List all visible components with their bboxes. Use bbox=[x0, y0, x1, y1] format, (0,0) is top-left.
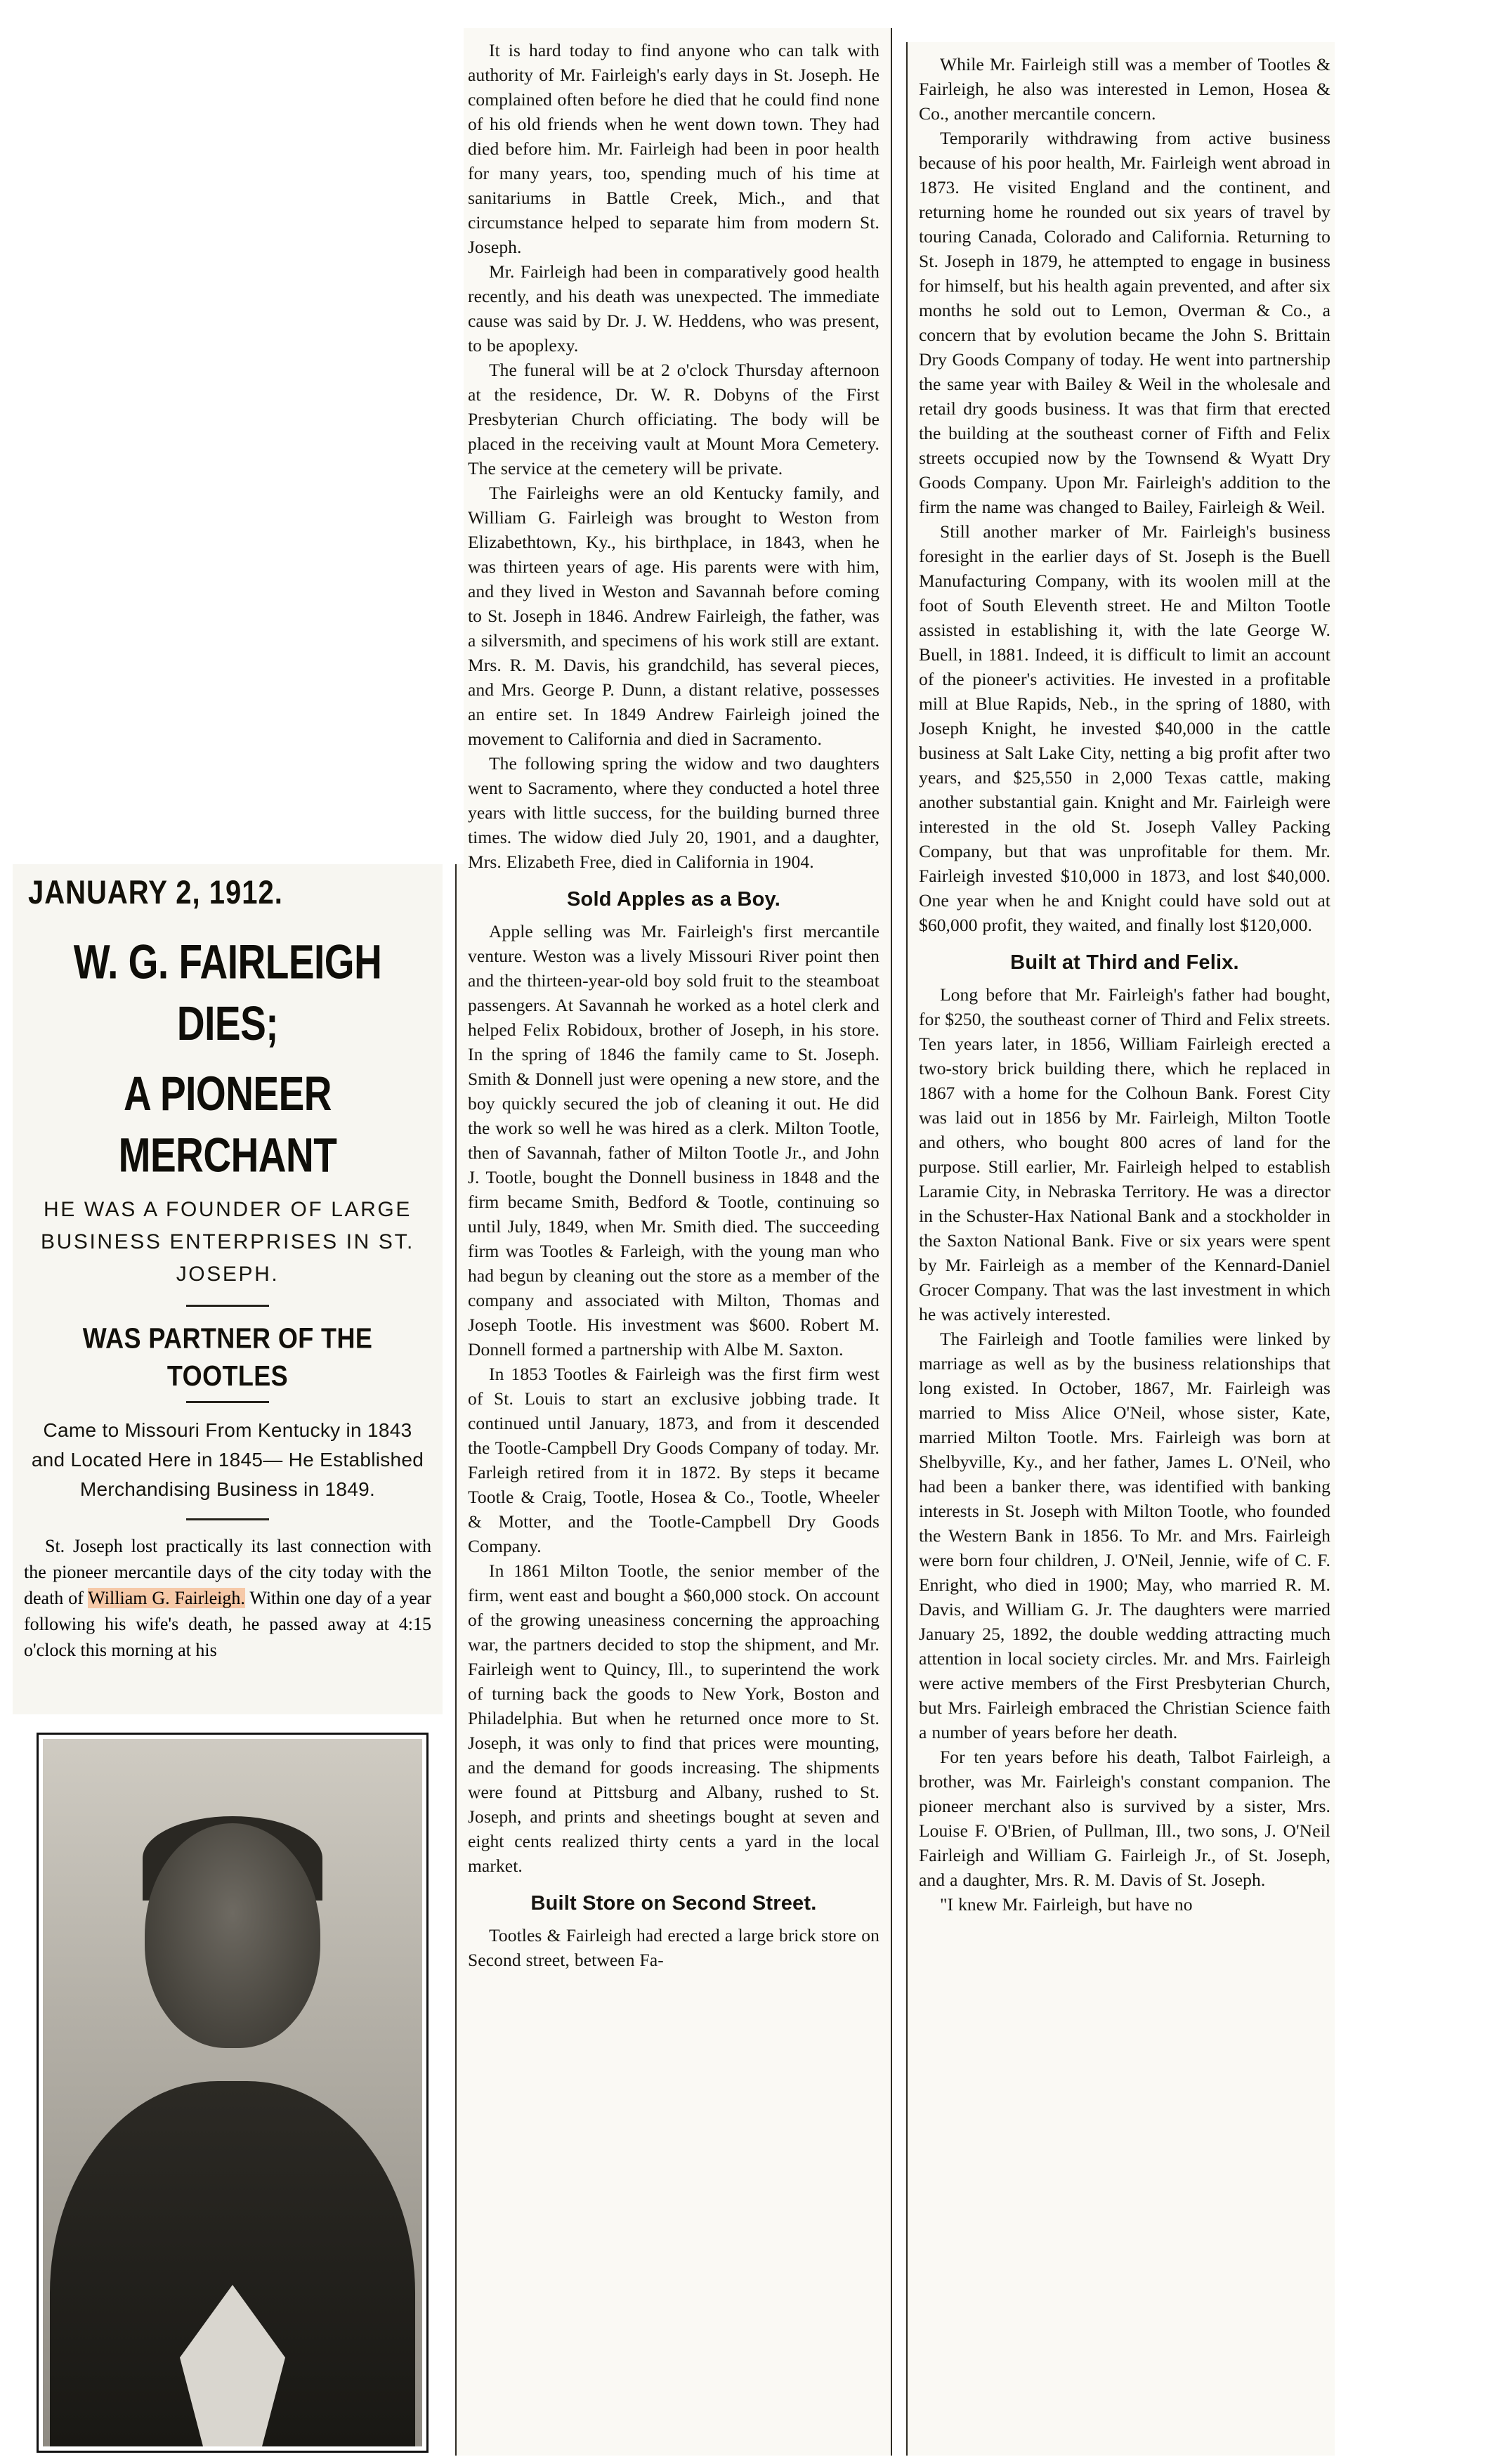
lede-text-before: St. Joseph lost practically its last connection with the pioneer mercantile days of the city today with the death of bbox=[24, 1536, 431, 1608]
divider-2 bbox=[186, 1401, 269, 1403]
paragraph: While Mr. Fairleigh still was a member of Tootles & Fairleigh, he also was interested in Lemon, Hosea & Co., another mercantile concern. bbox=[919, 54, 1330, 124]
section-subhead: Built at Third and Felix. bbox=[1010, 951, 1239, 974]
headline-line-1: W. G. FAIRLEIGH DIES; bbox=[73, 934, 382, 1050]
paragraph: Still another marker of Mr. Fairleigh's business foresight in the earlier days of St. Joseph is the Buell Manufacturing Company, with its woolen mill at the foot of South Eleventh street. He and Milton Tootle assisted in establishing it, with the late George W. Buell, in 1881. Indeed, it is difficult to limit an account of the pioneer's activities. He invested in a profitable mill at Blue Rapids, Neb., in the spring of 1880, with Joseph Knight, he invested $40,000 in the cattle business at Salt Lake City, netting a big profit after two years, and $25,550 in 2,000 Texas cattle, making another substantial gain. Knight and Mr. Fairleigh were interested in the old St. Joseph Valley Packing Company, but that was unprofitable for them. Mr. Fairleigh invested $10,000 in 1873, and lost $40,000. One year when he and Knight could have sold out at $60,000 profit, they waited, and finally lost $120,000. bbox=[919, 521, 1330, 935]
article-column-middle bbox=[455, 28, 892, 2464]
paragraph: The Fairleigh and Tootle families were linked by marriage as well as by the business relationships that long existed. In October, 1867, Mr. Fairleigh was married to Miss Alice O'Neil, whose sister, Kate, married Milton Tootle. Mrs. Fairleigh was born at Shelbyville, Ky., and her father, James L. O'Neil, who had been a banker there, was identified with banking interests in St. Joseph with Milton Tootle, who founded the Western Bank in 1856. To Mr. and Mrs. Fairleigh were born four children, J. O'Neil, Jennie, wife of C. F. Enright, who died in 1900; May, who married R. M. Davis, and William G. Jr. The daughters were married January 25, 1892, the double wedding attracting much attention in local society circles. Mr. and Mrs. Fairleigh were active members of the First Presbyterian Church, but Mrs. Fairleigh embraced the Christian Science faith a number of years before her death. bbox=[919, 1329, 1330, 1742]
paragraph: In 1853 Tootles & Fairleigh was the first firm west of St. Louis to start an exclusive jobbing trade. It continued until January, 1873, and from it descended the Tootle-Campbell Dry Goods Company of today. Mr. Farleigh retired from it in 1872. By steps it became Tootle & Craig, Tootle, Hosea & Co., Tootle, Wheeler & Motter, and the Tootle-Campbell Dry Goods Company. bbox=[468, 1364, 879, 1556]
blank-paper-right bbox=[1335, 0, 1504, 2464]
paragraph: The Fairleighs were an old Kentucky family, and William G. Fairleigh was brought to Weston from Elizabethtown, Ky., his birthplace, in 1843, when he was thirteen years of age. His parents were with him, and they lived in Weston and Savannah before coming to St. Joseph in 1846. Andrew Fairleigh, the father, was a silversmith, and specimens of his work still are extant. Mrs. R. M. Davis, his grandchild, has several pieces, and Mrs. George P. Dunn, a distant relative, possesses an entire set. In 1849 Andrew Fairleigh joined the movement to California and died in Sacramento. bbox=[468, 483, 879, 749]
headline-column bbox=[13, 861, 443, 1714]
deck-subhead-1: HE WAS A FOUNDER OF LARGE BUSINESS ENTERPRISES IN ST. JOSEPH. bbox=[41, 1198, 414, 1286]
paragraph: Mr. Fairleigh had been in comparatively good health recently, and his death was unexpected. The immediate cause was said by Dr. J. W. Heddens, who was present, to be apoplexy. bbox=[468, 261, 879, 356]
paragraph: It is hard today to find anyone who can talk with authority of Mr. Fairleigh's early days in St. Joseph. He complained often before he died that he could find none of his old friends when he went down town. They had died before him. Mr. Fairleigh had been in poor health for many years, too, spending much of his time at sanitariums in Battle Creek, Mich., and that circumstance helped to separate him from modern St. Joseph. bbox=[468, 40, 879, 257]
page-title bbox=[24, 931, 431, 1186]
headline-line-2: A PIONEER MERCHANT bbox=[118, 1066, 337, 1182]
paragraph: "I knew Mr. Fairleigh, but have no bbox=[940, 1894, 1193, 1915]
lede-paragraph bbox=[24, 1533, 431, 1663]
article-column-right bbox=[906, 42, 1342, 2464]
paragraph: Apple selling was Mr. Fairleigh's first mercantile venture. Weston was a lively Missouri River point then and the thirteen-year-old boy sold fruit to the steamboat passengers. At Savannah he worked as a hotel clerk and helped Felix Robidoux, brother of Joseph, in his store. In the spring of 1846 the family came to St. Joseph. Smith & Donnell just were opening a new store, and the boy quickly secured the job of cleaning it out. He did the work so well he was hired as a clerk. Milton Tootle, then of Savannah, father of Milton Tootle Jr., and John J. Tootle, bought the Donnell business in 1848 and the firm became Smith, Bedford & Tootle, continuing so until July, 1849, when Mr. Smith died. The succeeding firm was Tootles & Farleigh, with the young man who had begun by cleaning out the store as a member of the company and associated with Milton, Thomas and Joseph Tootle. His investment was $600. Robert M. Donnell formed a partnership with Albe M. Saxton. bbox=[468, 921, 879, 1360]
paragraph: Temporarily withdrawing from active business because of his poor health, Mr. Fairleigh went abroad in 1873. He visited England and the continent, and returning home he rounded out six years of travel by touring Canada, Colorado and California. Returning to St. Joseph in 1879, he attempted to engage in business for himself, but his health again prevented, and after six months he sold out to Lemon, Overman & Co., a concern that by evolution became the John S. Brittain Dry Goods Company of today. He went into partnership the same year with Bailey & Weil in the wholesale and retail dry goods business. It was that firm that erected the building at the southeast corner of Fifth and Felix streets occupied now by the Townsend & Wyatt Dry Goods Company. Upon Mr. Fairleigh's addition to the firm the name was changed to Bailey, Fairleigh & Weil. bbox=[919, 128, 1330, 517]
divider-1 bbox=[186, 1305, 269, 1307]
divider-3 bbox=[186, 1518, 269, 1520]
portrait-photo-inner bbox=[43, 1739, 422, 2446]
paragraph: For ten years before his death, Talbot Fairleigh, a brother, was Mr. Fairleigh's constant companion. The pioneer merchant also is survived by a sister, Mrs. Louise F. O'Brien, of Pullman, Ill., two sons, J. O'Neil Fairleigh and William G. Fairleigh Jr., of St. Joseph, and a daughter, Mrs. R. M. Davis of St. Joseph. bbox=[919, 1747, 1330, 1890]
blank-paper-top-left bbox=[0, 0, 464, 864]
paragraph: The following spring the widow and two daughters went to Sacramento, where they conducted a hotel three years with little success, for the building burned three times. The widow died July 20, 1901, and a daughter, Mrs. Elizabeth Free, died in California in 1904. bbox=[468, 753, 879, 872]
section-subhead: Sold Apples as a Boy. bbox=[567, 888, 780, 911]
portrait-photo bbox=[37, 1733, 429, 2453]
paragraph: In 1861 Milton Tootle, the senior member of the firm, went east and bought a $60,000 stock. On account of the growing uneasiness concerning the approaching war, the partners decided to stop the shipment, and Mr. Fairleigh went to Quincy, Ill., to superintend the work of turning back the goods to New York, Boston and Philadelphia. But when he returned once more to St. Joseph, it was only to find that prices were mounting, and the demand for goods increasing. The shipments were found at Pittsburg and Albany, rushed to St. Joseph, and prints and sheetings bought at seven and eight cents realized thirty cents a yard in the local market. bbox=[468, 1560, 879, 1876]
blank-paper-bottom bbox=[0, 2456, 1504, 2464]
highlighted-name: William G. Fairleigh. bbox=[88, 1588, 245, 1608]
lede-text-after: Within one day of a year following his wife's death, he passed away at 4:15 o'clock this morning at his bbox=[24, 1588, 432, 1660]
paragraph: The funeral will be at 2 o'clock Thursday afternoon at the residence, Dr. W. R. Dobyns of the First Presbyterian Church officiating. The body will be placed in the receiving vault at Mount Mora Cemetery. The service at the cemetery will be private. bbox=[468, 360, 879, 478]
deck-subhead-2: WAS PARTNER OF THE TOOTLES bbox=[82, 1322, 373, 1393]
paragraph: Tootles & Fairleigh had erected a large brick store on Second street, between Fa- bbox=[468, 1925, 879, 1970]
portrait-head bbox=[145, 1823, 320, 2048]
dateline: JANUARY 2, 1912. bbox=[28, 874, 283, 911]
section-subhead: Built Store on Second Street. bbox=[530, 1892, 817, 1915]
deck-subhead-3: Came to Missouri From Kentucky in 1843 and Located Here in 1845— He Established Merchandising Business in 1849. bbox=[31, 1419, 424, 1500]
paragraph: Long before that Mr. Fairleigh's father had bought, for $250, the southeast corner of Third and Felix streets. Ten years later, in 1856, William Fairleigh erected a two-story brick building there, which he replaced in 1867 with a home for the Colhoun Bank. Forest City was laid out in 1856 by Mr. Fairleigh, Milton Tootle and others, who bought 800 acres of land for the purpose. Still earlier, Mr. Fairleigh helped to establish Laramie City, in Nebraska Territory. He was a director in the Schuster-Hax National Bank and a stockholder in the Saxton National Bank. Five or six years were spent by Mr. Fairleigh as a member of the Kennard-Daniel Grocer Company. That was the last investment in which he was actively interested. bbox=[919, 984, 1330, 1324]
